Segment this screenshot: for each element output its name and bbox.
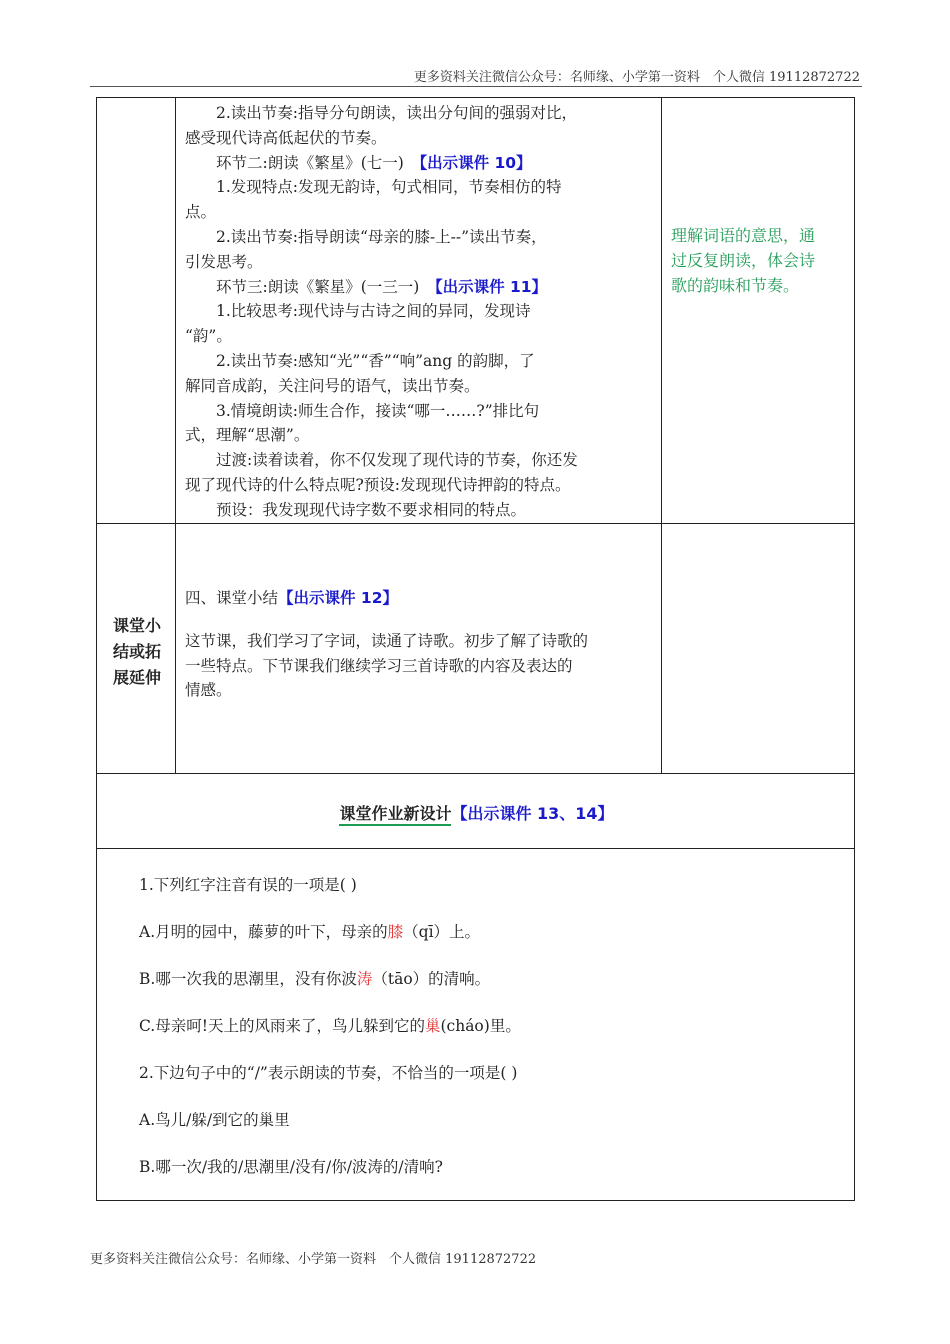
reading-line: “韵”。	[185, 327, 232, 346]
intent-line: 过反复朗读，体会诗	[671, 251, 816, 270]
courseware-tag: 【出示课件 12】	[278, 589, 398, 607]
option-text: （qī）上。	[403, 923, 481, 941]
question-2: 2.下边句子中的“/”表示朗读的节奏，不恰当的一项是( )	[139, 1064, 518, 1082]
page-header: 更多资料关注微信公众号：名师缘、小学第一资料 个人微信 19112872722	[413, 70, 860, 85]
reading-line: 解同音成韵，关注问号的语气，读出节奏。	[185, 376, 480, 395]
courseware-tag: 【出示课件 10】	[419, 153, 532, 172]
reading-line: 引发思考。	[185, 252, 263, 271]
reading-line: 3.情境朗读:师生合作，接读“哪一……?”排比句	[216, 401, 540, 420]
summary-heading-text: 四、课堂小结	[185, 589, 279, 607]
courseware-tag: 【出示课件 11】	[434, 277, 548, 296]
reading-line	[185, 151, 661, 176]
intent-line: 理解词语的意思，通	[671, 226, 816, 245]
summary-line: 情感。	[185, 681, 232, 700]
summary-heading	[185, 586, 661, 611]
reading-line: 式，理解“思潮”。	[185, 426, 310, 445]
courseware-tag: 【出示课件 13、14】	[451, 804, 614, 823]
row-divider-1	[97, 523, 854, 524]
option-text: (cháo)里。	[440, 1017, 521, 1035]
page-footer: 更多资料关注微信公众号：名师缘、小学第一资料 个人微信 19112872722	[90, 1252, 537, 1267]
reading-line: 2.读出节奏:指导朗读“母亲的膝-上--”读出节奏，	[216, 227, 547, 246]
question-1-option-a	[139, 920, 480, 942]
homework-title-text: 课堂作业新设计	[339, 804, 451, 826]
reading-section	[185, 101, 661, 523]
reading-line: 感受现代诗高低起伏的节奏。	[185, 128, 387, 147]
option-text: B.哪一次我的思潮里，没有你波	[139, 970, 357, 988]
col-divider-1	[175, 98, 176, 773]
reading-line: 1.比较思考:现代诗与古诗之间的异同，发现诗	[216, 302, 531, 321]
reading-line: 预设：我发现现代诗字数不要求相同的特点。	[216, 500, 527, 519]
intent-line: 歌的韵味和节奏。	[671, 276, 800, 295]
highlight-char: 膝	[387, 923, 404, 941]
reading-line: 1.发现特点:发现无韵诗，句式相同，节奏相仿的特	[216, 178, 562, 197]
summary-label	[100, 613, 174, 691]
question-1: 1.下列红字注音有误的一项是( )	[139, 876, 357, 894]
reading-line: 现了现代诗的什么特点呢?预设:发现现代诗押韵的特点。	[185, 475, 571, 494]
reading-line: 点。	[185, 203, 217, 222]
row-divider-3	[97, 848, 854, 849]
question-1-option-c	[139, 1014, 521, 1036]
spacer	[185, 611, 661, 629]
reading-line	[185, 275, 661, 300]
header-rule	[90, 86, 862, 87]
question-1-option-b	[139, 967, 490, 989]
option-text: C.母亲呵!天上的风雨来了，鸟儿躲到它的	[139, 1017, 425, 1035]
reading-line: 过渡:读着读着，你不仅发现了现代诗的节奏，你还发	[216, 451, 578, 470]
row-divider-2	[97, 773, 854, 774]
summary-content	[185, 586, 661, 703]
highlight-char: 巢	[424, 1017, 441, 1035]
reading-line-text: 环节三:朗读《繁星》(一三一)	[216, 277, 420, 296]
summary-line: 这节课，我们学习了字词，读通了诗歌。初步了解了诗歌的	[185, 631, 589, 650]
summary-label-line: 结或拓	[112, 642, 161, 661]
option-text: A.月明的园中，藤萝的叶下，母亲的	[139, 923, 388, 941]
option-text: （tāo）的清响。	[372, 970, 491, 988]
lesson-table	[96, 97, 855, 1201]
question-2-option-b: B.哪一次/我的/思潮里/没有/你/波涛的/清响?	[139, 1158, 443, 1176]
highlight-char: 涛	[356, 970, 373, 988]
design-intent	[671, 223, 851, 298]
reading-line-text: 环节二:朗读《繁星》(七一)	[216, 153, 404, 172]
reading-line: 2.读出节奏:指导分句朗读，读出分句间的强弱对比，	[216, 104, 578, 122]
col-divider-2	[661, 98, 662, 773]
summary-line: 一些特点。下节课我们继续学习三首诗歌的内容及表达的	[185, 656, 573, 675]
summary-label-line: 课堂小	[112, 616, 161, 635]
homework-title	[97, 801, 856, 824]
summary-label-line: 展延伸	[112, 668, 161, 687]
reading-line: 2.读出节奏:感知“光”“香”“响”ang 的韵脚，了	[216, 351, 535, 370]
question-2-option-a: A.鸟儿/躲/到它的巢里	[139, 1111, 290, 1129]
